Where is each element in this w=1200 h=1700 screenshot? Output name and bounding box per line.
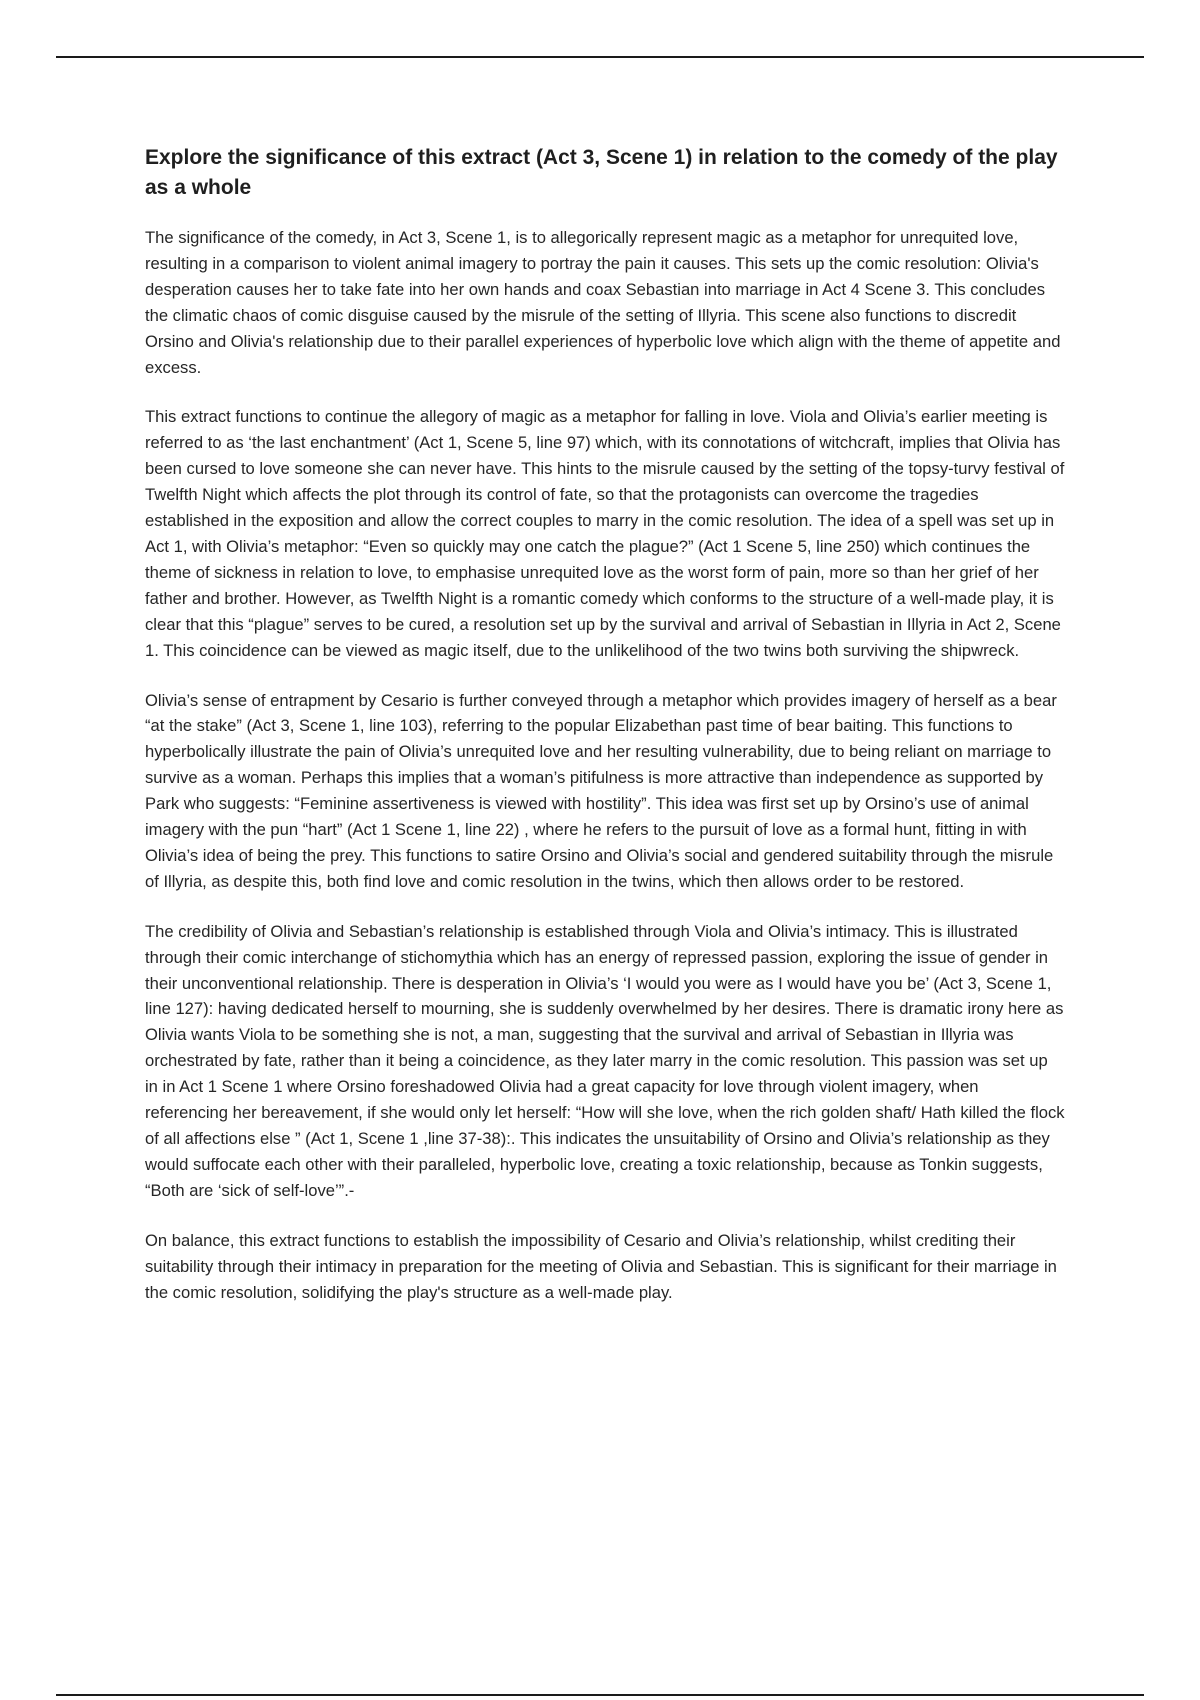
paragraph-2: This extract functions to continue the allegory of magic as a metaphor for falling in love. Viola and Olivia’s earlier meeting is referred to as ‘the last enchantment’ (Act 1, Scene 5, line 97) which, with its connotations of witchcraft, implies that Olivia has been cursed to love someone she can never have. This hints to the misrule caused by the setting of the topsy-turvy festival of Twelfth Night which affects the plot through its control of fate, so that the protagonists can overcome the tragedies established in the exposition and allow the correct couples to marry in the comic resolution. The idea of a spell was set up in Act 1, with Olivia’s metaphor: “Even so quickly may one catch the plague?” (Act 1 Scene 5, line 250) which continues the theme of sickness in relation to love, to emphasise unrequited love as the worst form of pain, more so than her grief of her father and brother. However, as Twelfth Night is a romantic comedy which conforms to the structure of a well-made play, it is clear that this “plague” serves to be cured, a resolution set up by the survival and arrival of Sebastian in Illyria in Act 2, Scene 1. This coincidence can be viewed as magic itself, due to the unlikelihood of the two twins both surviving the shipwreck. — [145, 407, 1065, 660]
document-body — [145, 143, 1065, 1329]
top-rule — [56, 56, 1144, 58]
paragraph-3: Olivia’s sense of entrapment by Cesario is further conveyed through a metaphor which provides imagery of herself as a bear “at the stake” (Act 3, Scene 1, line 103), referring to the popular Elizabethan past time of bear baiting. This functions to hyperbolically illustrate the pain of Olivia’s unrequited love and her resulting vulnerability, due to being reliant on marriage to survive as a woman. Perhaps this implies that a woman’s pitifulness is more attractive than independence as supported by Park who suggests: “Feminine assertiveness is viewed with hostility”. This idea was first set up by Orsino’s use of animal imagery with the pun “hart” (Act 1 Scene 1, line 22) , where he refers to the pursuit of love as a formal hunt, fitting in with Olivia’s idea of being the prey. This functions to satire Orsino and Olivia’s social and gendered suitability through the misrule of Illyria, as despite this, both find love and comic resolution in the twins, which then allows order to be restored. — [145, 690, 1057, 891]
bottom-rule — [56, 1694, 1144, 1696]
paragraph-1: The significance of the comedy, in Act 3, Scene 1, is to allegorically represent magic as a metaphor for unrequited love, resulting in a comparison to violent animal imagery to portray the pain it causes. This sets up the comic resolution: Olivia's desperation causes her to take fate into her own hands and coax Sebastian into marriage in Act 4 Scene 3. This concludes the climatic chaos of comic disguise caused by the misrule of the setting of Illyria. This scene also functions to discredit Orsino and Olivia's relationship due to their parallel experiences of hyperbolic love which align with the theme of appetite and excess. — [145, 228, 1061, 377]
paragraph-5: On balance, this extract functions to establish the impossibility of Cesario and Olivia’s relationship, whilst crediting their suitability through their intimacy in preparation for the meeting of Olivia and Sebastian. This is significant for their marriage in the comic resolution, solidifying the play's structure as a well-made play. — [145, 1230, 1057, 1302]
paragraph-4: The credibility of Olivia and Sebastian’s relationship is established through Viola and Olivia’s intimacy. This is illustrated through their comic interchange of stichomythia which has an energy of repressed passion, exploring the issue of gender in their unconventional relationship. There is desperation in Olivia’s ‘I would you were as I would have you be’ (Act 3, Scene 1, line 127): having dedicated herself to mourning, she is suddenly overwhelmed by her desires. There is dramatic irony here as Olivia wants Viola to be something she is not, a man, suggesting that the survival and arrival of Sebastian in Illyria was orchestrated by fate, rather than it being a coincidence, as they later marry in the comic resolution. This passion was set up in in Act 1 Scene 1 where Orsino foreshadowed Olivia had a great capacity for love through violent imagery, when referencing her bereavement, if she would only let herself: “How will she love, when the rich golden shaft/ Hath killed the flock of all affections else ” (Act 1, Scene 1 ,line 37-38):. This indicates the unsuitability of Orsino and Olivia’s relationship as they would suffocate each other with their paralleled, hyperbolic love, creating a toxic relationship, because as Tonkin suggests, “Both are ‘sick of self-love’”.- — [145, 921, 1065, 1200]
essay-question-heading: Explore the significance of this extract (Act 3, Scene 1) in relation to the comedy of the play as a whole — [145, 146, 1058, 199]
